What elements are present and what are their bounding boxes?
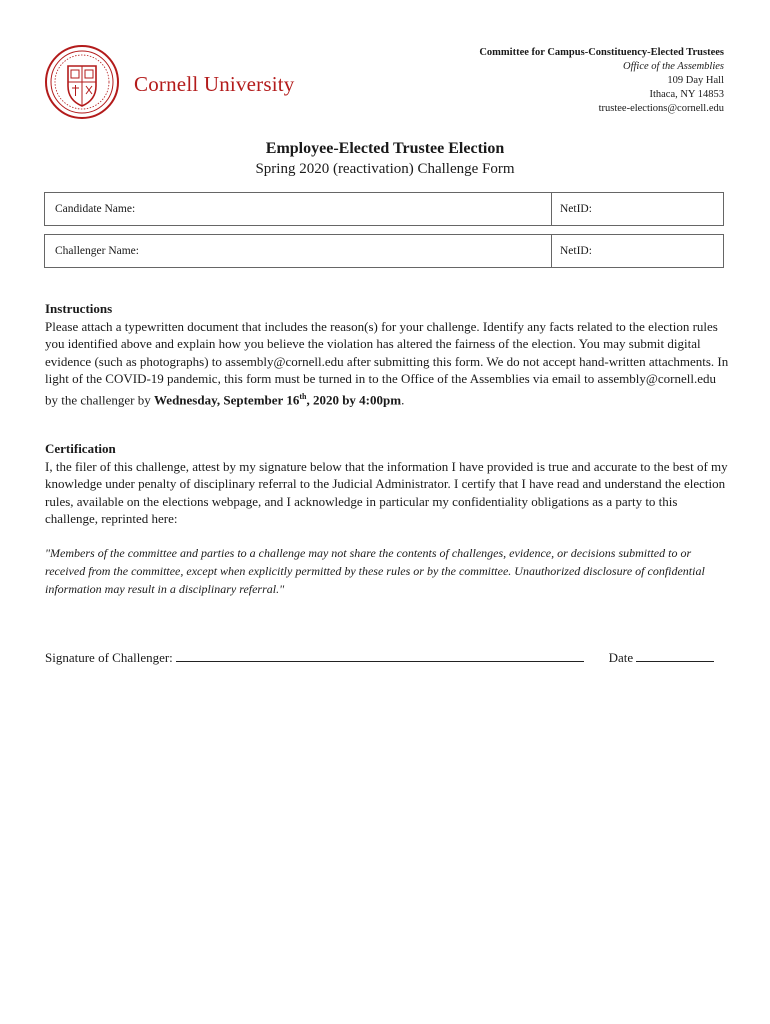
contact-email: trustee-elections@cornell.edu	[598, 103, 724, 114]
cornell-logo	[44, 44, 295, 124]
challenger-row	[44, 234, 724, 268]
instructions-section	[45, 300, 729, 408]
form-title: Employee-Elected Trustee Election	[265, 140, 505, 157]
instructions-text	[45, 318, 729, 409]
certification-section	[45, 440, 729, 528]
challenger-netid-label: NetID:	[560, 245, 592, 257]
challenger-name-label: Challenger Name:	[55, 245, 139, 257]
instructions-heading: Instructions	[45, 301, 113, 316]
candidate-name-label: Candidate Name:	[55, 203, 136, 215]
signature-label: Signature of Challenger:	[45, 650, 173, 665]
street-address: 109 Day Hall	[667, 75, 724, 86]
deadline-day: Wednesday, September 16	[154, 391, 300, 407]
form-subtitle: Spring 2020 (reactivation) Challenge Form	[255, 161, 515, 177]
confidentiality-quote: "Members of the committee and parties to a challenge may not share the contents of challenges, evidence, or decisions submitted to or received from the committee, except when explicitly permitted by these rules or by the committee. Unauthorized disclosure of confidential information may result in a disciplinary referral."	[45, 546, 705, 596]
instructions-body: Please attach a typewritten document that includes the reason(s) for your challenge. Identify any facts related to the election rules you identified above and explain how you believe the violation has altered the fairness of the election. You may submit digital evidence (such as photographs) to assembly@cornell.edu after submitting this form. We do not accept hand-written attachments. In light of the COVID-19 pandemic, this form must be turned in to the Office of the Assemblies via email to assembly@cornell.edu by the challenger by	[45, 318, 729, 407]
deadline-time: , 2020 by 4:00pm	[306, 391, 402, 407]
deadline-ordinal: th	[299, 391, 307, 401]
challenger-name-field[interactable]	[45, 235, 552, 267]
office-name: Office of the Assemblies	[623, 61, 724, 72]
candidate-name-field[interactable]	[45, 193, 552, 225]
city-address: Ithaca, NY 14853	[649, 89, 724, 100]
return-address	[404, 46, 724, 116]
certification-heading: Certification	[45, 441, 116, 456]
candidate-row	[44, 192, 724, 226]
date-line[interactable]	[636, 648, 714, 662]
date-label: Date	[608, 650, 634, 665]
cornell-seal-icon	[44, 44, 120, 120]
instructions-end: .	[401, 391, 405, 407]
candidate-netid-label: NetID:	[560, 203, 592, 215]
signature-line[interactable]	[176, 648, 584, 662]
organization-name: Committee for Campus-Constituency-Elected Trustees	[479, 47, 724, 58]
signature-block	[45, 648, 727, 666]
certification-text: I, the filer of this challenge, attest by my signature below that the information I have provided is true and accurate to the best of my knowledge under penalty of disciplinary referral to the Judicial Administrator. I certify that I have read and understand the election rules, available on the elections webpage, and I acknowledge in particular my confidentiality obligations as a party to this challenge, reprinted here:	[45, 458, 728, 526]
logo-wordmark: Cornell University	[134, 72, 295, 96]
